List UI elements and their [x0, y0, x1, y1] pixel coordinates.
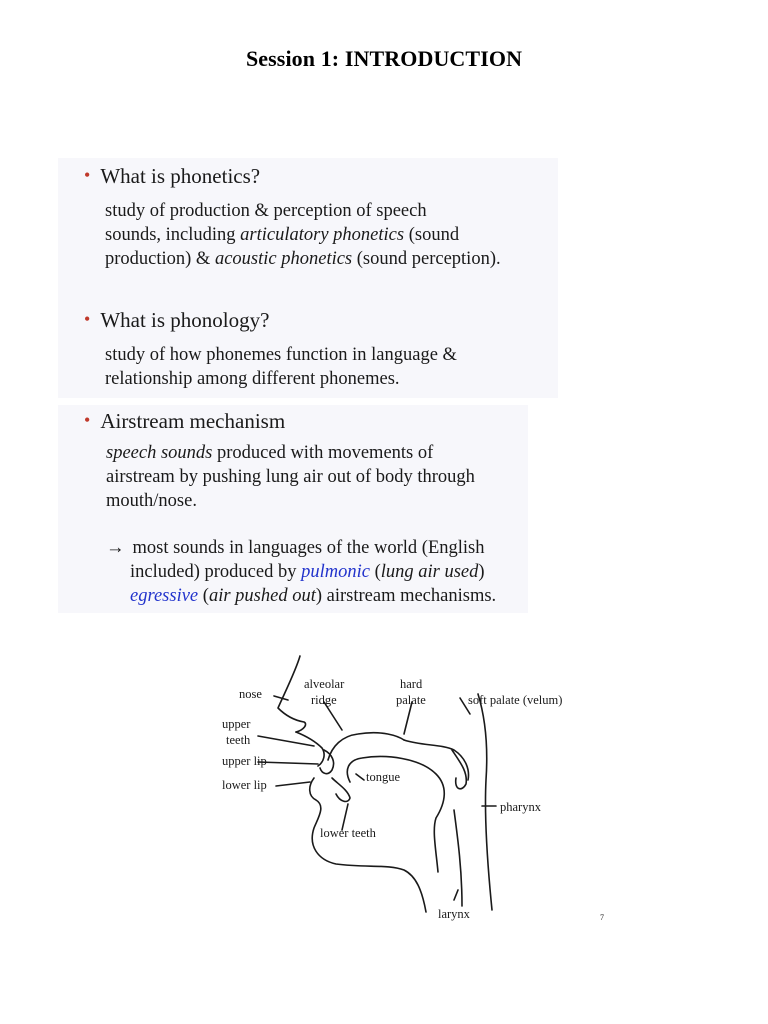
text-line: relationship among different phonemes. — [105, 369, 400, 389]
pharynx-wall-outline — [478, 694, 492, 910]
text-line: study of how phonemes function in language & — [105, 345, 457, 365]
bullet-what-is-phonology: • What is phonology? — [84, 308, 270, 332]
pulmonic-egressive-note — [106, 536, 496, 608]
text-line: mouth/nose. — [106, 491, 197, 511]
airstream-definition — [106, 441, 475, 513]
page-title: Session 1: INTRODUCTION — [245, 46, 523, 71]
label-hard: hard — [400, 677, 423, 691]
upper-lip-outline — [296, 732, 324, 766]
label-alveolar: alveolar — [304, 677, 345, 691]
label-soft-palate: soft palate (velum) — [468, 693, 563, 707]
vocal-tract-diagram — [136, 650, 626, 928]
phonetics-definition — [105, 199, 501, 271]
bullet-dot-icon: • — [84, 165, 91, 185]
text-line: → most sounds in languages of the world (English — [106, 538, 485, 558]
bullet-dot-icon: • — [84, 309, 91, 329]
label-ridge: ridge — [311, 693, 337, 707]
label-pharynx: pharynx — [500, 800, 541, 814]
slide-airstream-mechanism — [58, 405, 528, 613]
slide-phonetics-phonology — [58, 158, 558, 398]
text-line: airstream by pushing lung air out of body through — [106, 467, 475, 487]
text-line: egressive (air pushed out) airstream mechanisms. — [130, 586, 497, 606]
slide-page-number: 7 — [600, 913, 604, 922]
label-upper: upper — [222, 717, 251, 731]
arrow-right-icon: → — [106, 538, 125, 558]
text-line: included) produced by pulmonic (lung air used) — [130, 562, 485, 582]
alveolar-ridge-outline — [328, 733, 404, 760]
label-larynx: larynx — [438, 907, 470, 921]
label-nose: nose — [239, 687, 262, 701]
vocal-tract-illustration — [136, 650, 626, 928]
label-lower-lip: lower lip — [222, 778, 267, 792]
phonology-definition — [105, 343, 457, 391]
text-line: study of production & perception of speech — [105, 201, 427, 221]
nose-outline — [278, 656, 306, 732]
label-lower-teeth: lower teeth — [320, 826, 376, 840]
label-palate: palate — [396, 693, 426, 707]
lower-lip-chin-outline — [310, 778, 426, 912]
text-line: sounds, including articulatory phonetics (sound — [105, 225, 460, 245]
label-tongue: tongue — [366, 770, 401, 784]
label-upper-lip: upper lip — [222, 754, 267, 768]
lower-teeth-outline — [332, 778, 350, 801]
text-line: speech sounds produced with movements of — [106, 443, 434, 463]
soft-palate-outline — [452, 750, 466, 789]
bullet-airstream-mechanism: • Airstream mechanism — [84, 409, 286, 433]
label-teeth: teeth — [226, 733, 251, 747]
bullet-dot-icon: • — [84, 410, 91, 430]
bullet-what-is-phonetics: • What is phonetics? — [84, 164, 261, 188]
text-line: production) & acoustic phonetics (sound perception). — [105, 249, 501, 269]
